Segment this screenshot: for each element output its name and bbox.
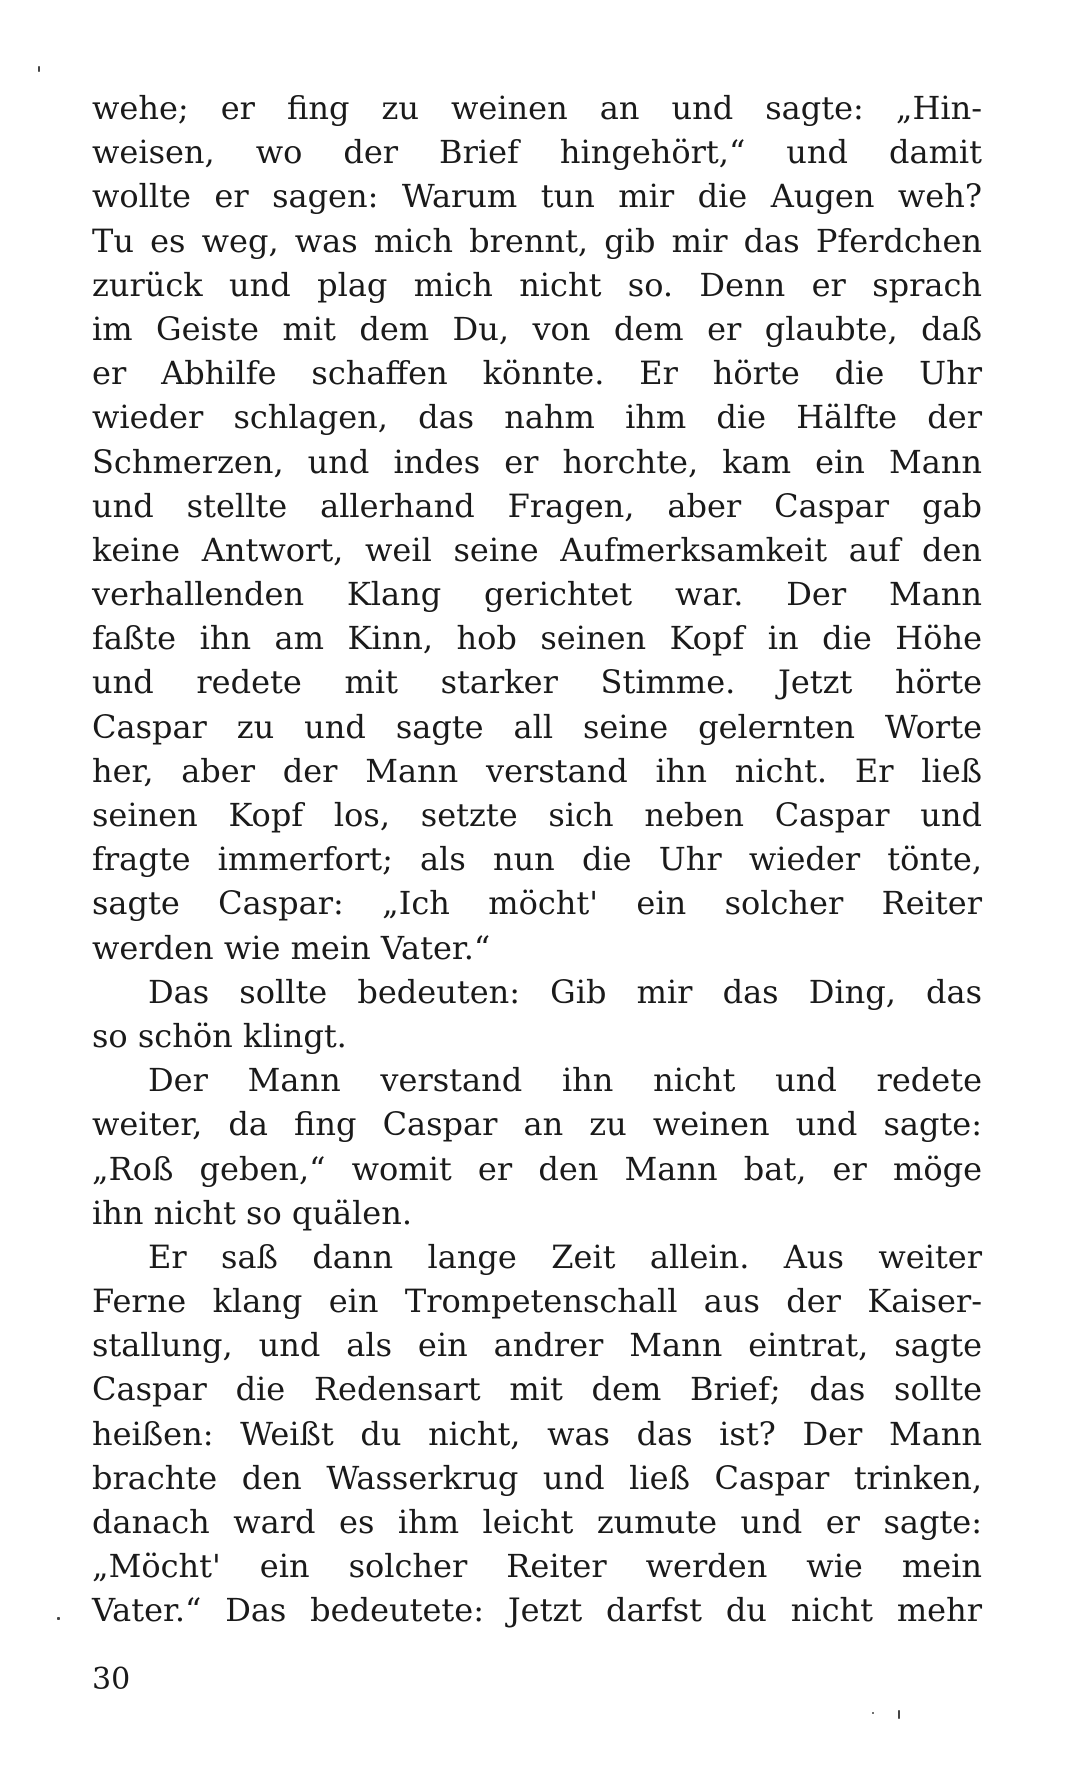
text-line: verhallenden Klang gerichtet war. Der Mann <box>92 575 982 614</box>
text-line: werden wie mein Vater.“ <box>92 928 491 967</box>
text-line: Vater.“ Das bedeutete: Jetzt darfst du nicht mehr <box>92 1591 982 1630</box>
text-line: „Möcht' ein solcher Reiter werden wie mein <box>92 1547 982 1586</box>
text-line: weiter, da fing Caspar an zu weinen und sagte: <box>92 1105 982 1144</box>
text-line: seinen Kopf los, setzte sich neben Caspar und <box>92 796 982 834</box>
text-line: danach ward es ihm leicht zumute und er sagte: <box>92 1503 982 1541</box>
scan-speck <box>57 1617 60 1620</box>
text-line: brachte den Wasserkrug und ließ Caspar trinken, <box>92 1458 982 1497</box>
scan-speck <box>38 66 40 72</box>
page-number: 30 <box>92 1662 131 1697</box>
text-line: stallung, und als ein andrer Mann eintrat, sagte <box>92 1326 982 1365</box>
text-line: sagte Caspar: „Ich möcht' ein solcher Reiter <box>92 884 982 923</box>
text-line: und redete mit starker Stimme. Jetzt hörte <box>92 663 982 702</box>
text-line: Er saß dann lange Zeit allein. Aus weiter <box>148 1237 982 1276</box>
text-line: Caspar zu und sagte all seine gelernten Worte <box>92 707 982 746</box>
text-line: Der Mann verstand ihn nicht und redete <box>148 1061 982 1100</box>
text-line: so schön klingt. <box>92 1016 347 1055</box>
text-line: „Roß geben,“ womit er den Mann bat, er möge <box>92 1149 982 1188</box>
text-line: zurück und plag mich nicht so. Denn er sprach <box>92 265 982 304</box>
text-line: ihn nicht so quälen. <box>92 1193 413 1232</box>
text-line: keine Antwort, weil seine Aufmerksamkeit auf den <box>92 530 982 569</box>
body-text <box>92 86 982 1633</box>
text-line: faßte ihn am Kinn, hob seinen Kopf in die Höhe <box>92 619 982 658</box>
text-line: und stellte allerhand Fragen, aber Caspar gab <box>92 486 982 525</box>
text-line: wollte er sagen: Warum tun mir die Augen weh? <box>92 177 982 216</box>
text-line: her, aber der Mann verstand ihn nicht. Er ließ <box>92 751 982 790</box>
text-line: Caspar die Redensart mit dem Brief; das sollte <box>92 1370 982 1409</box>
scan-speck <box>898 1710 900 1719</box>
text-line: weisen, wo der Brief hingehört,“ und damit <box>92 133 982 172</box>
text-line: heißen: Weißt du nicht, was das ist? Der Mann <box>92 1414 982 1453</box>
text-line: Schmerzen, und indes er horchte, kam ein Mann <box>92 442 982 481</box>
text-line: er Abhilfe schaffen könnte. Er hörte die Uhr <box>92 354 982 393</box>
text-line: Das sollte bedeuten: Gib mir das Ding, das <box>148 972 982 1011</box>
text-line: Tu es weg, was mich brennt, gib mir das Pferdchen <box>92 221 982 260</box>
text-line: wieder schlagen, das nahm ihm die Hälfte der <box>92 398 982 437</box>
scan-speck <box>872 1712 874 1714</box>
text-line: fragte immerfort; als nun die Uhr wieder tönte, <box>92 840 982 879</box>
text-line: im Geiste mit dem Du, von dem er glaubte, daß <box>92 309 982 348</box>
text-line: Ferne klang ein Trompetenschall aus der Kaiser- <box>92 1282 982 1321</box>
text-line: wehe; er fing zu weinen an und sagte: „Hin- <box>92 89 982 127</box>
